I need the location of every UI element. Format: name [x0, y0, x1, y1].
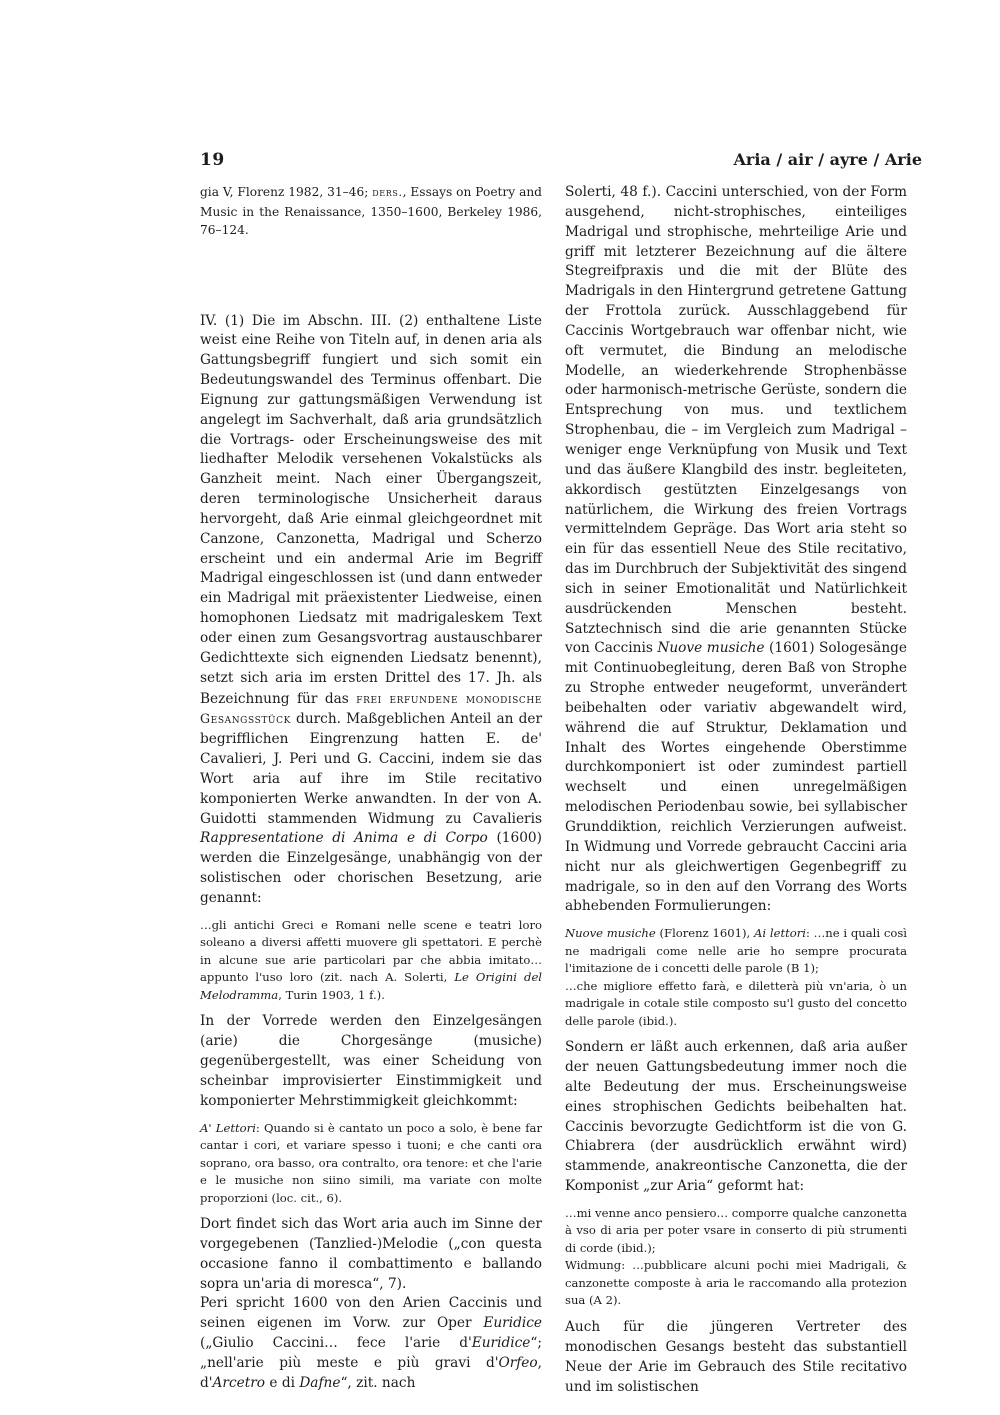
- paragraph-tanzlied: Dort findet sich das Wort aria auch im Sinne der vorgegebenen (Tanzlied-)Melodie („con questa occasione fanno il combattimento e ballando sopra un'aria di moresca“, 7).: [200, 1216, 542, 1292]
- quotation-a-lettori: A' Lettori: Quando si è cantato un poco a solo, è bene far cantar i cori, et variare spesso i tuoni; e che canti ora soprano, ora basso, ora contralto, ora tenore: et che l'arie e le musiche non siino simili, ma variate con molte proporzioni (loc. cit., 6).: [200, 1120, 542, 1205]
- quotation-guidotti: …gli antichi Greci e Romani nelle scene e teatri loro soleano a diversi affetti muovere gli spettatori. E perchè in alcune sue arie particolari par che abbia imitato… appunto l'uso loro (zit. nach A. Solerti, Le Origini del Melodramma, Turin 1903, 1 f.).: [200, 917, 543, 1002]
- paragraph-gattungsbedeutung: Sondern er läßt auch erkennen, daß aria außer der neuen Gattungsbedeutung immer noch die alte Bedeutung der mus. Erscheinungsweise eines strophischen Gedichts beibehalten hat. Caccinis bevorzugte Gedichtform ist die von G. Chiabrera (der ausdrücklich erwähnt wird) stammende, anakreontische Canzonetta, die der Komponist „zur Aria“ geformt hat:: [565, 1039, 907, 1195]
- quotation-canzonetta: …mi venne anco pensiero… comporre qualche canzonetta à vso di aria per poter vsare in conserto di più strumenti di corde (ibid.);: [565, 1205, 907, 1255]
- left-column: [200, 183, 542, 1394]
- quotation-nuove-musiche: Nuove musiche (Florenz 1601), Ai lettori: …ne i quali così ne madrigali come nelle arie ho sempre procurata l'imitazione de i concetti delle parole (B 1);: [565, 926, 907, 976]
- section-iv-paragraph: IV. (1) Die im Abschn. III. (2) enthaltene Liste weist eine Reihe von Titeln auf, in denen aria als Gattungsbegriff fungiert und sich somit ein Bedeutungswandel des Terminus offenbart. Die Eignung zur gattungsmäßigen Verwendung ist angelegt im Sachverhalt, daß aria grundsätzlich die Vortrags- oder Erscheinungsweise des mit liedhafter Melodik versehenen Vokalstücks als Ganzheit meint. Nach einer Übergangszeit, deren terminologische Unsicherheit daraus hervorgeht, daß Arie einmal gleichgeordnet mit Canzone, Canzonetta, Madrigal und Scherzo erscheint und ein andermal Arie im Begriff Madrigal eingeschlossen ist (und dann entweder ein Madrigal mit präexistenter Liedweise, einen homophonen Liedsatz mit madrigaleskem Text oder einen zum Gesangsvortrag austauschbarer Gedichttexte sich eignenden Liedsatz benennt), setzt sich aria im ersten Drittel des 17. Jh. als Bezeichnung für das frei erfundene monodische Gesangsstück durch. Maßgeblichen Anteil an der begrifflichen Eingrenzung hatten E. de' Cavalieri, J. Peri und G. Caccini, indem sie das Wort aria auf ihre im Stile recitativo komponierten Werke anwandten. In der von A. Guidotti stammenden Widmung zu Cavalieris Rappresentatione di Anima e di Corpo (1600) werden die Einzelgesänge, unabhängig von der solistischen oder chorischen Besetzung, arie genannt:: [200, 312, 542, 906]
- paragraph-juengere-vertreter: Auch für die jüngeren Vertreter des monodischen Gesangs besteht das substantiell Neue der Arie im Gebrauch des Stile recitativo und im solistischen: [565, 1318, 907, 1395]
- bibliography-continuation: gia V, Florenz 1982, 31–46; ders., Essays on Poetry and Music in the Renaissance, 1350–1600, Berkeley 1986, 76–124.: [200, 185, 542, 237]
- page-number: 19: [200, 150, 225, 170]
- running-head: Aria / air / ayre / Arie: [733, 150, 922, 169]
- paragraph-caccini: Solerti, 48 f.). Caccini unterschied, von der Form ausgehend, nicht-strophisches, einteiliges Madrigal und strophische, mehrteilige Arie und griff mit letzterer Bezeichnung auf die ältere Stegreifpraxis und die mit der Blüte des Madrigals in den Hintergrund getretene Gattung der Frottola zurück. Ausschlaggebend für Caccinis Wortgebrauch war offenbar nicht, wie oft vermutet, die Bindung an melodische Modelle, an wiederkehrende Strophenbässe oder harmonisch-metrische Gerüste, sondern die Entsprechung von mus. und textlichem Strophenbau, die – im Vergleich zum Madrigal – weniger enge Verknüpfung von Musik und Text und das äußere Klangbild des instr. begleiteten, akkordisch gestützten Einzelgesangs von natürlichem, die Wirkung des freien Vortrags vermittelndem Gepräge. Das Wort aria steht so ein für das essentiell Neue des Stile recitativo, das im Durchbruch der Subjektivität des singend sich in seiner Emotionalität und Natürlichkeit ausdrückenden Menschen besteht. Satztechnisch sind die arie genannten Stücke von Caccinis Nuove musiche (1601) Sologesänge mit Continuobegleitung, deren Baß von Strophe zu Strophe entweder neugeformt, unverändert beibehalten oder variativ abgewandelt wird, während die auf Struktur, Deklamation und Inhalt des Wortes eingehende Oberstimme durchkomponiert ist oder zumindest partiell wechselt und einen unregelmäßigen melodischen Periodenbau sowie, bei syllabischer Grunddiktion, reichlich Verzierungen aufweist. In Widmung und Vorrede gebraucht Caccini aria nicht nur als gleichwertigen Gegenbegriff zu madrigale, so in den auf den Vorrang des Worts abhebenden Formulierungen:: [565, 184, 907, 915]
- paragraph-vorrede: In der Vorrede werden den Einzelgesängen (arie) die Chorgesänge (musiche) gegenübergestellt, was einer Scheidung von scheinbar improvisierter Einstimmigkeit und komponierter Mehrstimmigkeit gleichkommt:: [200, 1013, 542, 1109]
- paragraph-peri: Peri spricht 1600 von den Arien Caccinis und seinen eigenen im Vorw. zur Oper Euridice („Giulio Caccini… fece l'arie d'Euridice“; „nell'arie più meste e più gravi d'Orfeo, d'Arcetro e di Dafne“, zit. nach: [200, 1295, 542, 1391]
- quotation-migliore-effetto: …che migliore effetto farà, e diletterà più vn'aria, ò un madrigale in cotale stile composto su'l gusto del concetto delle parole (ibid.).: [565, 978, 907, 1028]
- right-column: [565, 183, 907, 1397]
- quotation-widmung: Widmung: …pubblicare alcuni pochi miei Madrigali, & canzonette composte à aria le raccomando alla protezion sua (A 2).: [565, 1258, 907, 1308]
